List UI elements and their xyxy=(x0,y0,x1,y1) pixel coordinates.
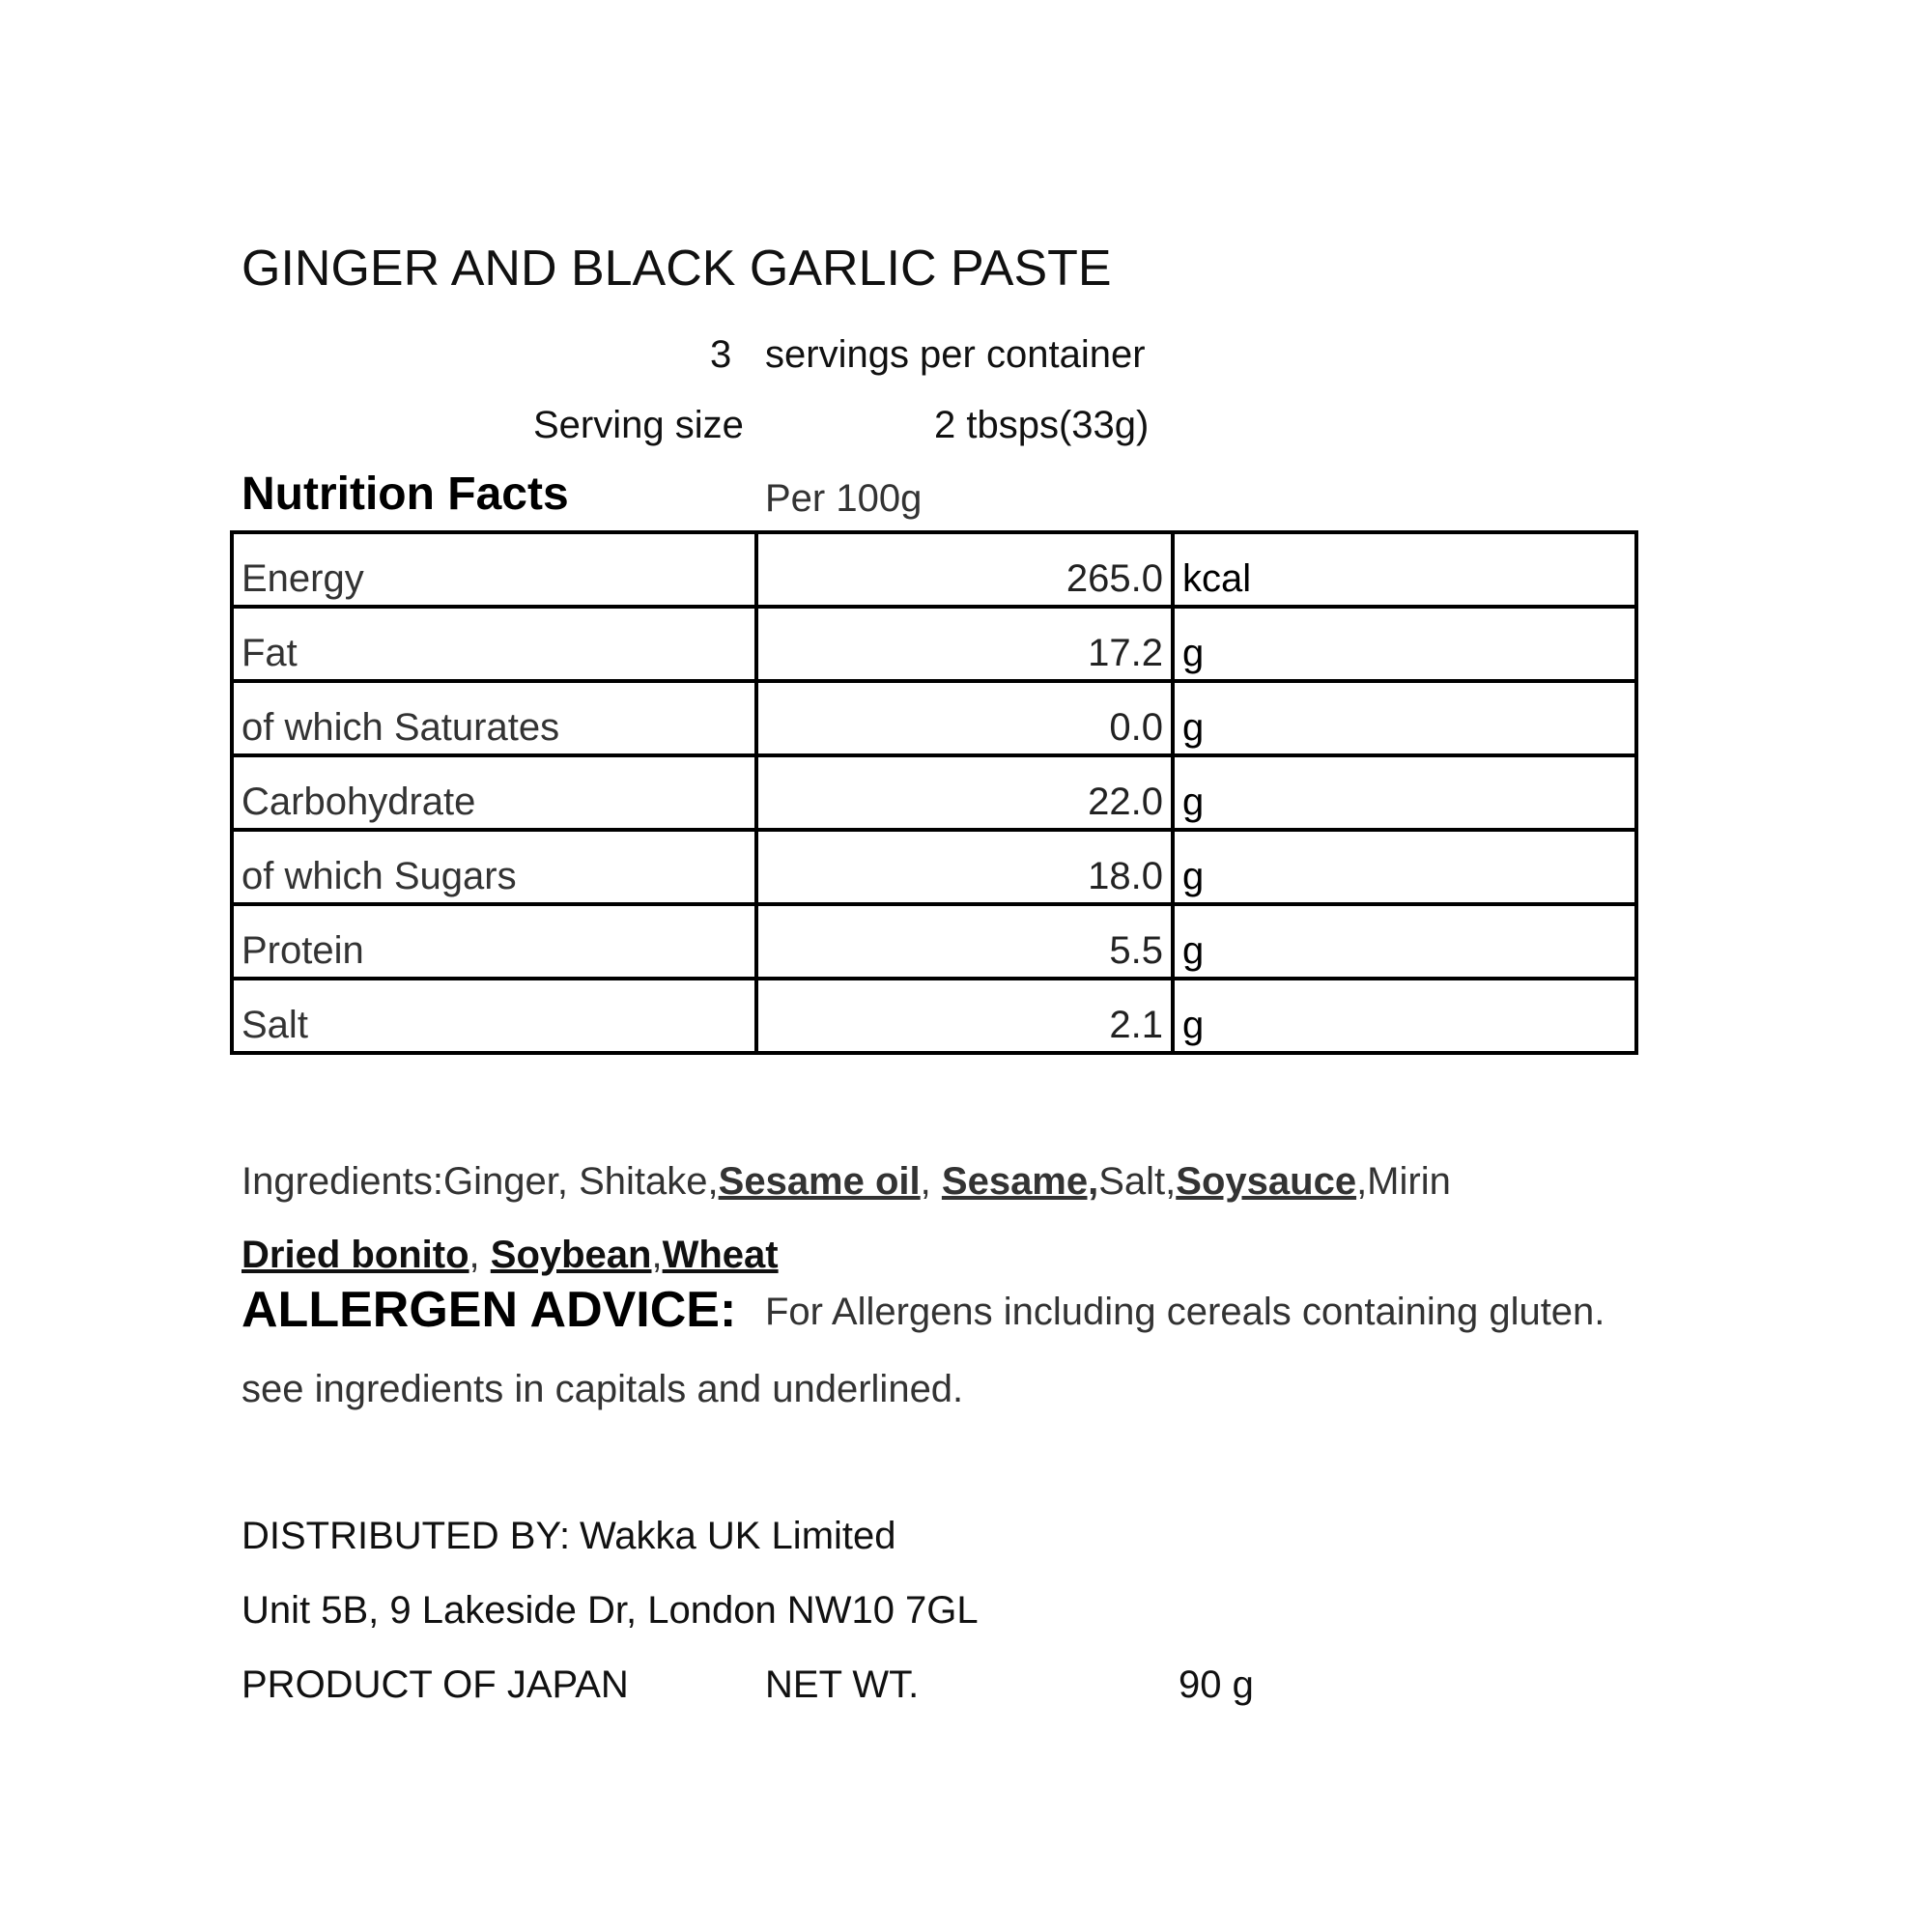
nutrient-name: Protein xyxy=(232,904,756,979)
ingredient-text: Salt, xyxy=(1098,1160,1177,1203)
table-row xyxy=(232,681,1636,755)
allergen-ingredient: Soysauce xyxy=(1176,1160,1357,1203)
nutrient-unit: g xyxy=(1173,607,1636,681)
nutrient-unit: g xyxy=(1173,904,1636,979)
product-origin: PRODUCT OF JAPAN xyxy=(242,1663,629,1706)
allergen-ingredient: Soybean xyxy=(490,1234,652,1276)
nutrient-value: 5.5 xyxy=(756,904,1173,979)
nutrient-unit: g xyxy=(1173,979,1636,1053)
serving-size-label: Serving size xyxy=(533,404,744,446)
allergen-ingredient: Sesame oil xyxy=(718,1160,921,1203)
nutrient-unit: kcal xyxy=(1173,532,1636,607)
allergen-ingredient: Sesame, xyxy=(941,1160,1099,1203)
distributor-address: Unit 5B, 9 Lakeside Dr, London NW10 7GL xyxy=(242,1589,979,1632)
table-row xyxy=(232,979,1636,1053)
nutrient-unit: g xyxy=(1173,681,1636,755)
net-weight-value: 90 g xyxy=(1179,1663,1254,1706)
allergen-ingredient: Wheat xyxy=(662,1234,779,1276)
nutrient-value: 265.0 xyxy=(756,532,1173,607)
allergen-advice-line-2: see ingredients in capitals and underlined. xyxy=(242,1368,964,1410)
nutrient-name: Fat xyxy=(232,607,756,681)
nutrient-name: of which Sugars xyxy=(232,830,756,904)
product-title: GINGER AND BLACK GARLIC PASTE xyxy=(242,241,1112,297)
allergen-advice-title: ALLERGEN ADVICE: xyxy=(242,1282,737,1338)
nutrient-value: 17.2 xyxy=(756,607,1173,681)
ingredient-separator: , xyxy=(920,1160,942,1203)
nutrient-value: 0.0 xyxy=(756,681,1173,755)
allergen-ingredient: Dried bonito xyxy=(242,1234,469,1276)
ingredient-separator: , xyxy=(469,1234,491,1276)
nutrient-unit: g xyxy=(1173,755,1636,830)
table-row xyxy=(232,755,1636,830)
nutrition-facts-title: Nutrition Facts xyxy=(242,469,569,520)
nutrient-name: Energy xyxy=(232,532,756,607)
nutrient-name: of which Saturates xyxy=(232,681,756,755)
ingredient-text: ,Mirin xyxy=(1356,1160,1451,1203)
distributor-name: Wakka UK Limited xyxy=(580,1515,896,1557)
servings-count: 3 xyxy=(710,333,732,376)
serving-size-value: 2 tbsps(33g) xyxy=(934,404,1150,446)
per-100g-label: Per 100g xyxy=(765,477,923,520)
nutrient-name: Salt xyxy=(232,979,756,1053)
ingredients-list xyxy=(242,1145,1594,1292)
ingredients-prefix: Ingredients:Ginger, Shitake, xyxy=(242,1160,719,1203)
nutrition-table xyxy=(230,530,1638,1055)
nutrient-unit: g xyxy=(1173,830,1636,904)
net-weight-label: NET WT. xyxy=(765,1663,920,1706)
nutrient-value: 18.0 xyxy=(756,830,1173,904)
table-row xyxy=(232,532,1636,607)
table-row xyxy=(232,830,1636,904)
nutrient-name: Carbohydrate xyxy=(232,755,756,830)
allergen-advice-line-1: For Allergens including cereals containing gluten. xyxy=(765,1291,1605,1333)
nutrient-value: 2.1 xyxy=(756,979,1173,1053)
distributed-by-label: DISTRIBUTED BY: xyxy=(242,1515,571,1557)
ingredient-separator: , xyxy=(651,1234,663,1276)
servings-label: servings per container xyxy=(765,333,1146,376)
table-row xyxy=(232,904,1636,979)
table-row xyxy=(232,607,1636,681)
nutrient-value: 22.0 xyxy=(756,755,1173,830)
